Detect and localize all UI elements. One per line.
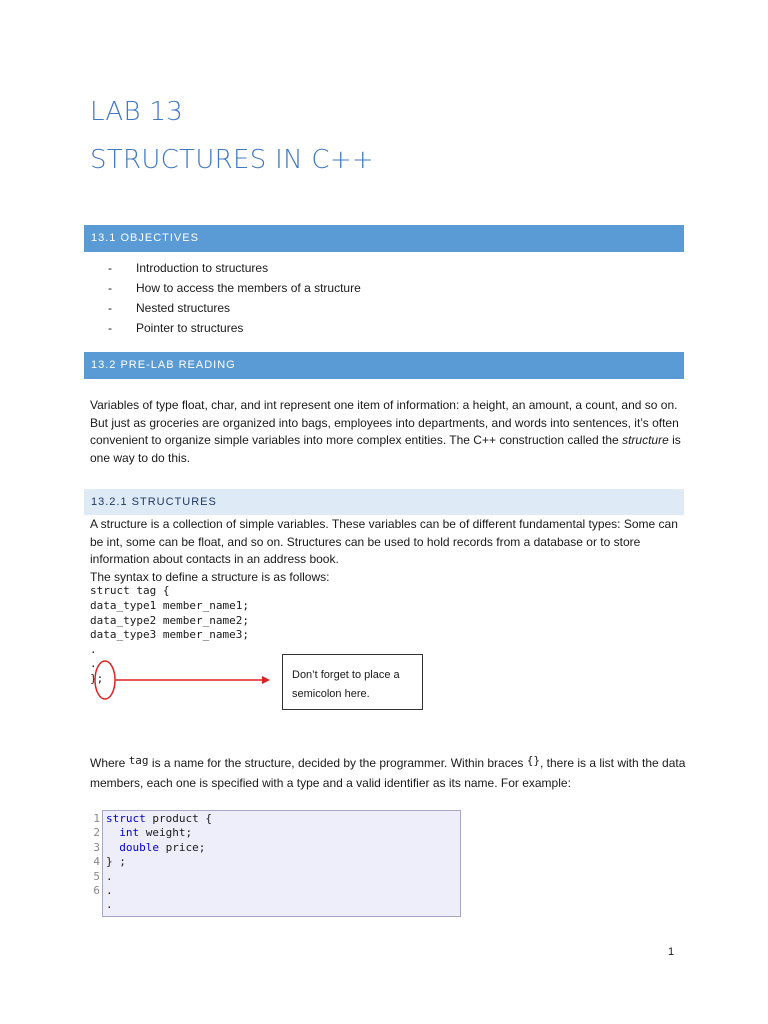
structures-paragraph: A structure is a collection of simple variables. These variables can be of different fundamental types: Some can be int, some can be float, and so on. Structures can be used to hold records from a database or to store information about contacts in an address book. The syntax to define a structure is as follows: [90,516,686,586]
list-item: - How to access the members of a structure [108,281,361,295]
prelab-heading: 13.2 PRE-LAB READING [84,352,684,379]
objectives-heading: 13.1 OBJECTIVES [84,225,684,252]
code-line: } ; [106,855,126,868]
line-number: 1 [93,812,100,825]
syntax-intro: The syntax to define a structure is as follows: [90,569,330,584]
intro-paragraph: Variables of type float, char, and int represent one item of information: a height, an amount, a count, and so on. But just as groceries are organized into bags, employees into departments, and words into sentences, it’s often convenient to organize simple variables into more complex entities. The C++ construction called the structure is one way to do this. [90,398,681,465]
code-line: struct product { [106,812,212,825]
line-number: 2 [93,826,100,839]
syntax-line: }; [90,672,104,685]
list-item: - Introduction to structures [108,261,269,275]
code-line: . [106,884,113,897]
syntax-line: data_type2 member_name2; [90,614,249,627]
list-item: - Pointer to structures [108,321,244,335]
syntax-line: . [90,657,97,670]
structures-subheading: 13.2.1 STRUCTURES [84,489,684,515]
syntax-line: struct tag { [90,584,170,597]
line-number: 5 [93,870,100,883]
objectives-list [108,258,361,338]
syntax-line: data_type3 member_name3; [90,628,249,641]
list-item: - Nested structures [108,301,231,315]
syntax-line: . [90,643,97,656]
lab-title: LAB 13 [90,97,184,127]
code-line: double price; [119,841,206,854]
where-paragraph: Where tag is a name for the structure, decided by the programmer. Within braces {}, there is a list with the data members, each one is specified with a type and a valid identifier as its name. For example: [90,754,686,790]
line-number: 4 [93,855,100,868]
tag-code: tag [128,754,149,767]
line-number: 3 [93,841,100,854]
callout-box: Don’t forget to place a semicolon here. [282,654,423,710]
arrow-head-icon [262,676,270,684]
line-number: 6 [93,884,100,897]
syntax-line: data_type1 member_name1; [90,599,249,612]
lab-subtitle: STRUCTURES IN C++ [90,145,375,175]
page-number: 1 [668,946,675,958]
code-line: int weight; [119,826,193,839]
code-line: . [106,870,113,883]
code-line: . [106,898,113,911]
braces-code: {} [526,754,540,767]
